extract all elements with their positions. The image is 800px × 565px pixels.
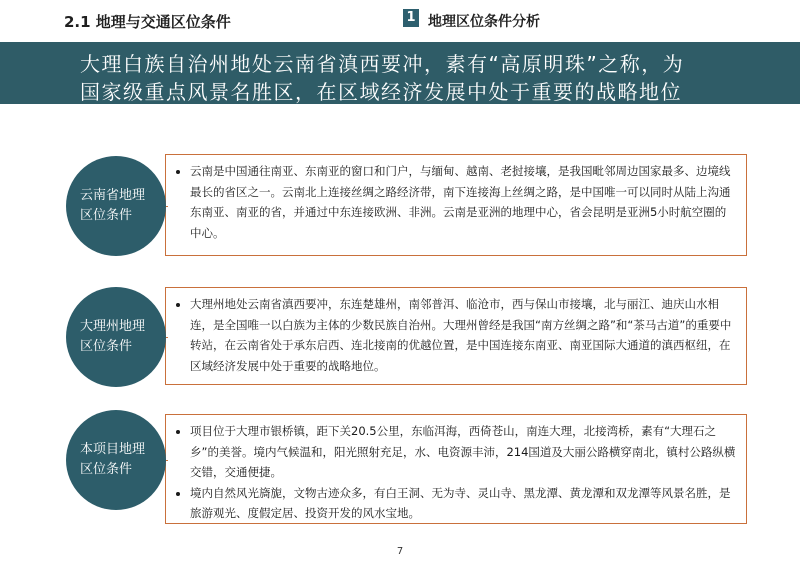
dali-location-box [165, 287, 747, 385]
project-location-box [165, 414, 747, 524]
summary-banner [0, 42, 800, 104]
page-number: 7 [396, 546, 404, 557]
list-item: • 境内自然风光旖旎，文物古迹众多，有白王洞、无为寺、灵山寺、黑龙潭、黄龙潭和双龙潭等风景名胜，是旅游观光、度假定居、投资开发的风水宝地。 [190, 483, 736, 524]
section-title: 2.1 地理与交通区位条件 [64, 13, 231, 31]
subsection-number-badge: 1 [403, 9, 419, 27]
list-item: • 大理州地处云南省滇西要冲，东连楚雄州，南邻普洱、临沧市，西与保山市接壤，北与丽江、迪庆山水相连，是全国唯一以白族为主体的少数民族自治州。大理州曾经是我国“南方丝绸之路”和“茶马古道”的重要中转站，在云南省处于承东启西、连北接南的优越位置，是中国连接东南亚、南亚国际大通道的滇西枢纽，在区域经济发展中处于重要的战略地位。 [190, 294, 736, 376]
subsection-title: 地理区位条件分析 [428, 14, 540, 30]
banner-line-2: 国家级重点风景名胜区，在区域经济发展中处于重要的战略地位 [80, 80, 682, 104]
yunnan-location-circle [66, 156, 166, 256]
banner-line-1: 大理白族自治州地处云南省滇西要冲，素有“高原明珠”之称，为 [80, 52, 685, 76]
circle-label: 本项目地理区位条件 [80, 442, 146, 477]
dali-location-circle [66, 287, 166, 387]
yunnan-location-box [165, 154, 747, 256]
circle-label: 大理州地理区位条件 [80, 319, 146, 354]
project-location-circle [66, 410, 166, 510]
list-item: • 云南是中国通往南亚、东南亚的窗口和门户，与缅甸、越南、老挝接壤，是我国毗邻周边国家最多、边境线最长的省区之一。云南北上连接丝绸之路经济带，南下连接海上丝绸之路，是中国唯一可以同时从陆上沟通东南亚、南亚的省，并通过中东连接欧洲、非洲。云南是亚洲的地理中心，省会昆明是亚洲5小时航空圈的中心。 [190, 161, 736, 243]
list-item: • 项目位于大理市银桥镇，距下关20.5公里，东临洱海，西倚苍山，南连大理，北接湾桥，素有“大理石之乡”的美誉。境内气候温和，阳光照射充足，水、电资源丰沛，214国道及大丽公路横穿南北，镇村公路纵横交错，交通便捷。 [190, 421, 736, 483]
circle-label: 云南省地理区位条件 [80, 188, 146, 223]
